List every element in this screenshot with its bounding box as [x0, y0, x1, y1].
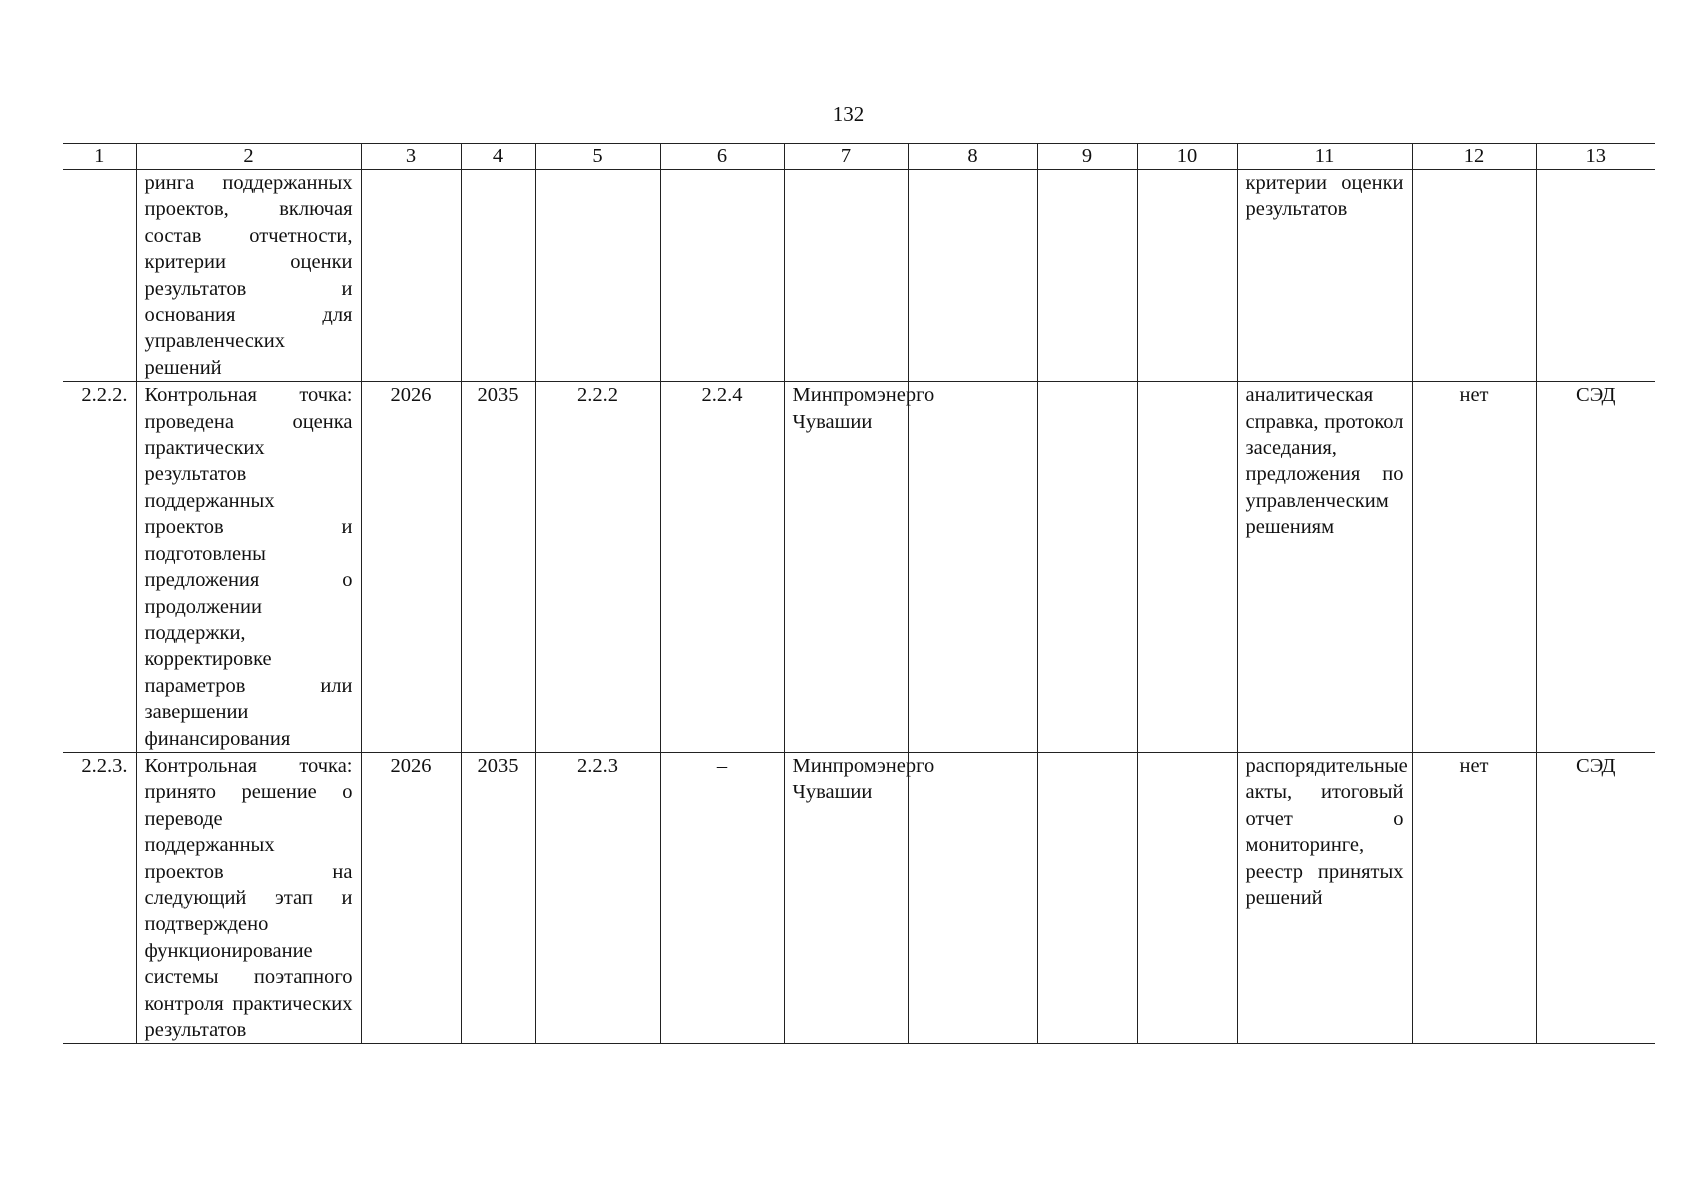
row-document: критерии оценки результатов: [1237, 170, 1412, 382]
row-col6: –: [660, 752, 784, 1043]
row-col6: [660, 170, 784, 382]
row-description: Контрольная точка: принято решение о переводе поддержанных проектов на следующий этап и подтверждено функционирование системы поэтапного контроля практических результатов: [136, 752, 361, 1043]
column-header-9: 9: [1037, 144, 1137, 170]
row-description: Контрольная точка: проведена оценка практических результатов поддержанных проектов и подготовлены предложения о продолжении поддержки, корректировке параметров или завершении финансирования: [136, 382, 361, 753]
table-row: [63, 170, 1655, 382]
row-col5: 2.2.2: [535, 382, 660, 753]
row-col6: 2.2.4: [660, 382, 784, 753]
column-header-11: 11: [1237, 144, 1412, 170]
row-start-year: 2026: [361, 382, 461, 753]
column-header-10: 10: [1137, 144, 1237, 170]
row-col13: [1536, 170, 1655, 382]
row-end-year: 2035: [461, 382, 535, 753]
row-col10: [1137, 382, 1237, 753]
row-start-year: [361, 170, 461, 382]
row-description: ринга поддержанных проектов, включая состав отчетности, критерии оценки результатов и основания для управленческих решений: [136, 170, 361, 382]
header-row: [63, 144, 1655, 170]
column-header-2: 2: [136, 144, 361, 170]
row-document: распорядительные акты, итоговый отчет о мониторинге, реестр принятых решений: [1237, 752, 1412, 1043]
row-col12: [1412, 170, 1536, 382]
row-number: 2.2.2.: [63, 382, 136, 753]
row-document: аналитическая справка, протокол заседания, предложения по управленческим решениям: [1237, 382, 1412, 753]
row-end-year: 2035: [461, 752, 535, 1043]
row-col5: 2.2.3: [535, 752, 660, 1043]
row-col12: нет: [1412, 752, 1536, 1043]
row-col9: [1037, 382, 1137, 753]
column-header-5: 5: [535, 144, 660, 170]
table-row: [63, 752, 1655, 1043]
row-responsible: Минпромэнерго Чувашии: [784, 382, 908, 753]
plan-table: [63, 143, 1655, 1044]
column-header-3: 3: [361, 144, 461, 170]
row-col13: СЭД: [1536, 382, 1655, 753]
column-header-6: 6: [660, 144, 784, 170]
row-responsible: [784, 170, 908, 382]
row-start-year: 2026: [361, 752, 461, 1043]
column-header-8: 8: [908, 144, 1037, 170]
column-header-7: 7: [784, 144, 908, 170]
row-col10: [1137, 752, 1237, 1043]
row-number: [63, 170, 136, 382]
row-col5: [535, 170, 660, 382]
column-header-12: 12: [1412, 144, 1536, 170]
row-number: 2.2.3.: [63, 752, 136, 1043]
row-col9: [1037, 170, 1137, 382]
row-col13: СЭД: [1536, 752, 1655, 1043]
column-header-13: 13: [1536, 144, 1655, 170]
column-header-1: 1: [63, 144, 136, 170]
row-col10: [1137, 170, 1237, 382]
row-col8: [908, 382, 1037, 753]
row-col8: [908, 170, 1037, 382]
table-row: [63, 382, 1655, 753]
row-col8: [908, 752, 1037, 1043]
row-col12: нет: [1412, 382, 1536, 753]
page-number: 132: [832, 102, 865, 126]
column-header-4: 4: [461, 144, 535, 170]
row-responsible: Минпромэнерго Чувашии: [784, 752, 908, 1043]
row-end-year: [461, 170, 535, 382]
row-col9: [1037, 752, 1137, 1043]
